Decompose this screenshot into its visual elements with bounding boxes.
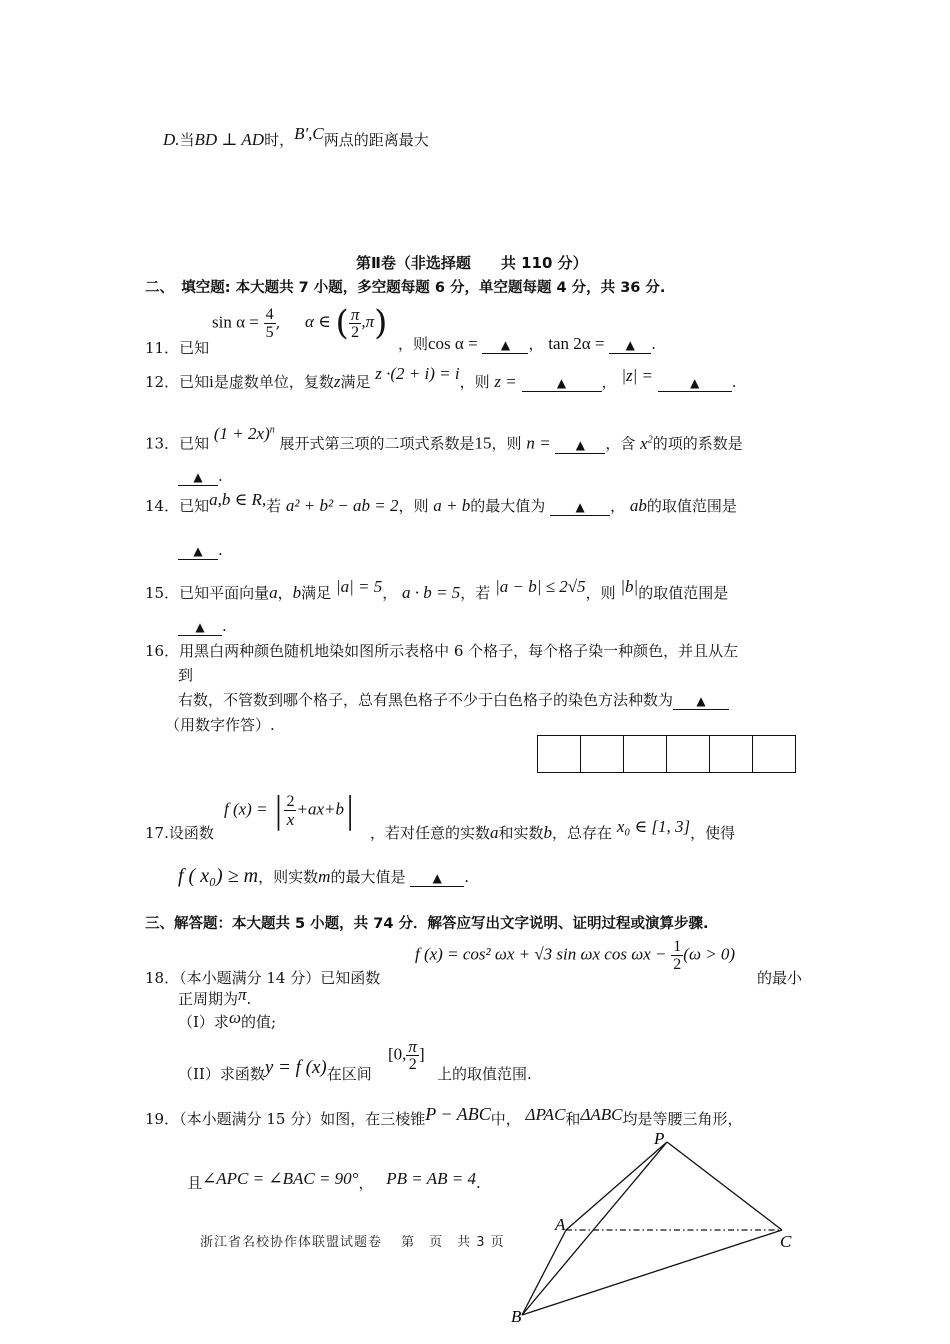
page-footer: 浙江省名校协作体联盟试题卷 第 页 共 3 页	[200, 1235, 505, 1250]
grid-cell	[538, 736, 581, 772]
q15-blank-range[interactable]: ▲	[178, 619, 222, 636]
q19: 19．（本小题满分 15 分）如图，在三棱锥P − ABC中， ΔPAC和ΔABC均是等腰三角形，	[145, 1104, 743, 1128]
color-grid	[537, 735, 796, 773]
q11-blank-tan[interactable]: ▲	[609, 337, 651, 354]
q11-sin-expr: sin α = $\frac{4}{5}$ ,	[212, 306, 281, 341]
q13-blank-coef[interactable]: ▲	[178, 469, 218, 486]
grid-cell	[624, 736, 667, 772]
vertex-label-a: A	[555, 1215, 566, 1234]
q18-line2: 正周期为π.	[178, 985, 252, 1008]
q12-blank-z[interactable]: ▲	[522, 375, 602, 392]
option-d: D.当BD ⊥ AD时，B′,C两点的距离最大	[163, 124, 429, 149]
q17-blank[interactable]: ▲	[410, 870, 464, 887]
q16-line4: （用数字作答）.	[165, 716, 275, 734]
q11-tail: ，则cos α = ▲ ， tan 2α = ▲ .	[398, 334, 657, 353]
q18-part2-tail: 上的取值范围.	[437, 1065, 532, 1083]
q13-line2: ▲ .	[178, 466, 223, 486]
q18-tail: 的最小	[757, 969, 803, 987]
q14-line2: ▲ .	[178, 540, 223, 560]
q17-line2: f ( x₀) ≥ m，则实数m的最大值是 ▲ .	[178, 865, 470, 887]
grid-cell	[753, 736, 795, 772]
q16: 16．用黑白两种颜色随机地染如图所示表格中 6 个格子，每个格子染一种颜色，并且从左	[145, 642, 739, 660]
q15: 15．已知平面向量a，b满足 |a| = 5， a · b = 5，若 |a − b| ≤ 2√5，则 |b|的取值范围是	[145, 577, 729, 602]
q11-blank-cos[interactable]: ▲	[482, 337, 528, 354]
q16-line3: 右数，不管数到哪个格子，总有黑色格子不少于白色格子的染色方法种数为 ▲	[178, 690, 729, 710]
q13: 13．已知 $(1 + 2x)^n$ 展开式第三项的二项式系数是15，则 n = ▲ ，含 $x^2$的项的系数是	[145, 423, 743, 453]
q19-line2: 且∠APC = ∠BAC = 90°， PB = AB = 4.	[187, 1169, 481, 1192]
vertex-label-b: B	[511, 1307, 522, 1326]
grid-cell	[667, 736, 710, 772]
q18-function: f (x) = cos² ωx + √3 sin ωx cos ωx − $\frac{1}{2}$ (ω > 0)	[415, 938, 736, 973]
vertex-label-c: C	[780, 1232, 792, 1251]
q15-line2: ▲ .	[178, 616, 227, 636]
part2-title: 第Ⅱ卷（非选择题 共 110 分）	[356, 254, 588, 272]
q13-blank-n[interactable]: ▲	[555, 437, 605, 454]
q17-function: f (x) = | $\frac{2}{x}$ +ax+b|	[224, 790, 357, 831]
q12-blank-abs[interactable]: ▲	[658, 375, 732, 392]
q14-blank-range[interactable]: ▲	[178, 543, 218, 560]
q14: 14．已知a,b ∈ R,若 a² + b² − ab = 2，则 a + b的最大值为 ▲ ， ab的取值范围是	[145, 490, 737, 515]
q16-line2: 到	[178, 666, 194, 684]
tetrahedron-figure	[500, 1120, 810, 1344]
q16-blank[interactable]: ▲	[673, 693, 729, 710]
grid-cell	[710, 736, 753, 772]
q12: 12．已知i是虚数单位，复数z满足 z ·(2 + i) = i，则 z = ▲ ， |z| = ▲ .	[145, 364, 737, 391]
q18: 18．（本小题满分 14 分）已知函数	[145, 969, 381, 987]
q14-blank-max[interactable]: ▲	[550, 499, 610, 516]
q18-interval: [0, $\frac{\pi}{2}$ ]	[388, 1037, 425, 1073]
q11-alpha-range: α ∈ ( $\frac{\pi}{2}$ ,π)	[305, 303, 388, 343]
grid-cell	[581, 736, 624, 772]
q18-part2: （II）求函数y = f (x)在区间	[178, 1057, 372, 1083]
q17: 17.设函数	[145, 824, 214, 842]
q11: 11．已知	[145, 339, 210, 357]
section2-heading: 二、 填空题: 本大题共 7 小题，多空题每题 6 分，单空题每题 4 分，共 36 分.	[145, 280, 666, 296]
q18-part1: （I）求ω的值;	[178, 1008, 277, 1031]
vertex-label-p: P	[654, 1129, 665, 1148]
q17-tail: ，若对任意的实数a和实数b，总存在 x₀ ∈ [1, 3]，使得	[370, 817, 736, 842]
section3-heading: 三、解答题：本大题共 5 小题，共 74 分．解答应写出文字说明、证明过程或演算步骤.	[145, 916, 709, 932]
